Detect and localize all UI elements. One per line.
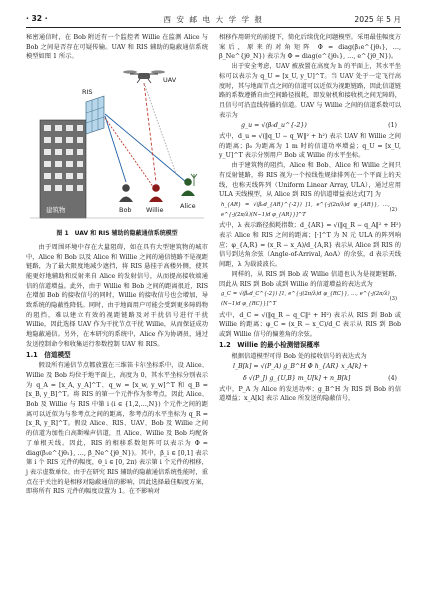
equation-body-line-2: δ √(P_J) g_{U,B} m_U[k] + n_B[k] xyxy=(243,374,351,382)
uav-jamming-link xyxy=(144,83,156,182)
equation-number: (4) xyxy=(388,374,397,382)
paragraph: 相移作用研究的前提下，简化后续优化问题模型。采用最佳幅度方案后，原来的对角矩阵 Φ = diag(β₁e^{jθ₁}, …, β_Ne^{jθ_N}) 表示为 Φ = diag(e^{jθ₁}, …, e^{jθ_N})。 xyxy=(219,34,401,61)
paragraph: 出于安全考虑，UAV 被放置在高度为 h 的平面上，其水平坐标可以表示为 q_U = [x_U, y_U]^T。当 UAV 处于一定飞行高度时，其与地面节点之间的信道可以近似为视距链路，因此信道链路的系数遵循自由空间路径损耗，即发射机和接收机之间无障碍，且信号可沿直线传播的信道。UAV 与 Willie 之间的信道系数可以表示为 xyxy=(219,63,401,119)
header-rule xyxy=(26,27,401,28)
equation-4 xyxy=(219,361,401,373)
issue-date: 2025 年 5 月 xyxy=(354,15,401,24)
equation-number: (2) xyxy=(389,206,397,213)
paragraph: 由于建筑物的阻挡，Alice 和 Bob、Alice 和 Willie 之间只有反射链路，将 RIS 视为一个按线性规律排列在一个平面上的天线，也称天线阵列（Uniform Linear Array, ULA），通过应用 ULA 天线模型，从 Alice 到 RIS 的信道增益表达式[7] 为 xyxy=(219,162,401,199)
paragraph: 式中，d_C = √(‖q_R − q_C‖² + H²) 表示从 RIS 到 Bob 或 Willie 的距离；φ_C = (x_R − x_C)/d_C 表示从 RIS 到 Bob 或到 Willie 信号的偏差角的余弦。 xyxy=(219,311,401,339)
system-model-diagram xyxy=(26,62,208,227)
building-label: 建筑物 xyxy=(46,206,66,215)
alice-label: Alice xyxy=(180,202,196,211)
alice-ris-link xyxy=(105,114,186,182)
equation-2 xyxy=(219,200,401,221)
equation-3 xyxy=(219,289,401,310)
ris-panel-icon xyxy=(86,96,104,134)
running-header xyxy=(26,14,401,26)
equation-number: (1) xyxy=(388,122,397,130)
page-number: · 32 · xyxy=(26,14,48,23)
paragraph: 由于周围环境中存在大量阻碍，如在具有大型建筑物的城市中，Alice 和 Bob 以及 Alice 和 Willie 之间的通信链路不是视距链路，为了最大限度地减少遮挡，将 RIS 悬挂于高楼外侧，使其能更好地辅助和反射来自 Alice 的发射信号，从而提高接收端通信的信道增益。此外，由于 Willie 和 Bob 之间的距离很近，RIS 在增加 Bob 的接收信号的同时，Willie 的接收信号也会增加，导致系统的隐蔽性降低。同时，由于地面用户可能会受到更多障碍物的阻挡，难以建立有效的视距链路及对干扰信号进行干扰 Willie，因此选择 UAV 作为干扰节点干扰 Willie，从而保证成功地隐蔽通信。另外，在本研究的系统中，Alice 作为协调员，通过发送控制命令和收集运行参数控制 UAV 和 RIS。 xyxy=(26,243,208,348)
section-heading: 1.1 信道模型 xyxy=(26,350,71,359)
equation-number: (3) xyxy=(389,296,397,303)
paragraph: 假设所有通信节点都放置在三维笛卡尔坐标系中，设 Alice、Willie 及 Bob 均位于地平面上，高度为 0，其水平坐标分别表示为 q_A = [x_A, y_A]^T、q_w = [x_w, y_w]^T 和 q_B = [x_B, y_B]^T。将 RIS 的第一个元件作为参考点，因此 Alice、Bob 及 Willie 与 RIS 中第 i (i ∈ {1,2,…,N}) 个元件之间的距离可以近似为与参考点之间的距离，参考点的水平坐标为 q_R = [x_R, y_R]^T。假设 Alice、RIS、UAV、Bob 及 Willie 之间的信道为加性白高斯噪声信道，且 Alice、Willie 及 Bob 均配备了单根天线。因此，RIS 的相移系数矩阵可以表示为 Φ = diag(β₁e^{jθ₁}, …, β_Ne^{jθ_N})。其中，β_i ∈ [0,1] 表示第 i 个 RIS 元件的幅度，θ_i ∈ [0, 2π) 表示第 i 个元件的相移，j 表示虚数单位。由于在研究 RIS 辅助的隐蔽通信系统性能时，重点在于关注的是相移对隐蔽通信的影响，因此选择最佳幅度方案，即将所有 RIS 元件的幅度设置为 1。在不影响对 xyxy=(26,362,208,496)
equation-1 xyxy=(219,120,401,132)
paragraph: 秘密通信时，在 Bob 附近有一个监控者 Willie 在监测 Alice 与 Bob 之间是否存在可疑传输。UAV 和 RIS 辅助的隐蔽通信系统模型如图 1 所示。 xyxy=(26,34,208,61)
paragraph: 式中，P_A 为 Alice 的发送功率；g_B^H 为 RIS 到 Bob 的信道增益；x_A[k] 表示 Alice 所发送的隐蔽信号， xyxy=(219,385,401,403)
system-model-figure xyxy=(26,62,208,227)
equation-body-line-1: l_B[k] = √(P_A) g_B^H Φ h_{AR} x_A[k] + xyxy=(233,363,369,371)
right-column xyxy=(219,33,401,404)
equation-body: g_C = √(β₀d_C^{-2}) [1, e^{-j(2π/λ)d φ_{RC}}, …, e^{-j(2π/λ)(N−1)d φ_{RC}}]^T xyxy=(221,291,390,307)
equation-4-line-2 xyxy=(219,373,401,385)
left-column xyxy=(26,33,208,497)
figure-caption: 图 1 UAV 和 RIS 辅助的隐蔽通信系统模型 xyxy=(56,230,178,238)
journal-title: 西 安 邮 电 大 学 学 报 xyxy=(163,15,264,24)
paragraph: 式中，d_u = √(‖q_U − q_W‖² + h²) 表示 UAV 和 Willie 之间的距离；β₀ 为距离为 1 m 时的信道功率增益；q_U = [x_U, y_U]^T 表示分别用户 Bob 或 Willie 的水平坐标。 xyxy=(219,133,401,160)
uav-label: UAV xyxy=(163,76,177,85)
bob-user-icon xyxy=(119,184,133,202)
building-icon xyxy=(40,120,86,218)
ris-willie-link xyxy=(105,118,154,188)
willie-user-icon xyxy=(149,184,163,202)
ris-bob-link xyxy=(105,116,126,182)
uav-icon xyxy=(123,71,165,84)
willie-label: Willie xyxy=(146,206,164,215)
alice-user-icon xyxy=(181,174,197,196)
paragraph: 根据信道模型可得 Bob 处的接收信号的表达式为 xyxy=(231,352,367,360)
equation-body: g_u = √(β₀d_u^{-2}) xyxy=(241,122,307,130)
section-heading: 1.2 Willie 的最小检测错误概率 xyxy=(219,340,320,349)
paragraph: 同样的，从 RIS 到 Bob 或 Willie 信道也认为是视距链路，因此从 RIS 到 Bob 或到 Willie 的信道增益的表达式为 xyxy=(219,270,401,288)
paragraph: 式中，λ 表示路径损耗指数；d_{AR} = √(‖q_R − q_A‖² + H²) 表示 Alice 和 RIS 之间的距离；[·]^T 为 N 元 ULA 的阵列响应；φ_{A,R} = (x_R − x_A)/d_{A,R} 表示从 Alice 到 RIS 的信号到达角余弦（Angle-of-Arrival, AoA）的余弦，d 表示天线间距，λ 为载波波长。 xyxy=(219,222,401,269)
equation-body: h_{AR} = √(β₀d_{AR}^{-2}) [1, e^{-j(2π/λ)d φ_{AR}}, …, e^{-j(2π/λ)(N−1)d φ_{AR}}]^T xyxy=(221,201,390,218)
bob-label: Bob xyxy=(119,206,132,215)
ris-label: RIS xyxy=(82,88,93,97)
